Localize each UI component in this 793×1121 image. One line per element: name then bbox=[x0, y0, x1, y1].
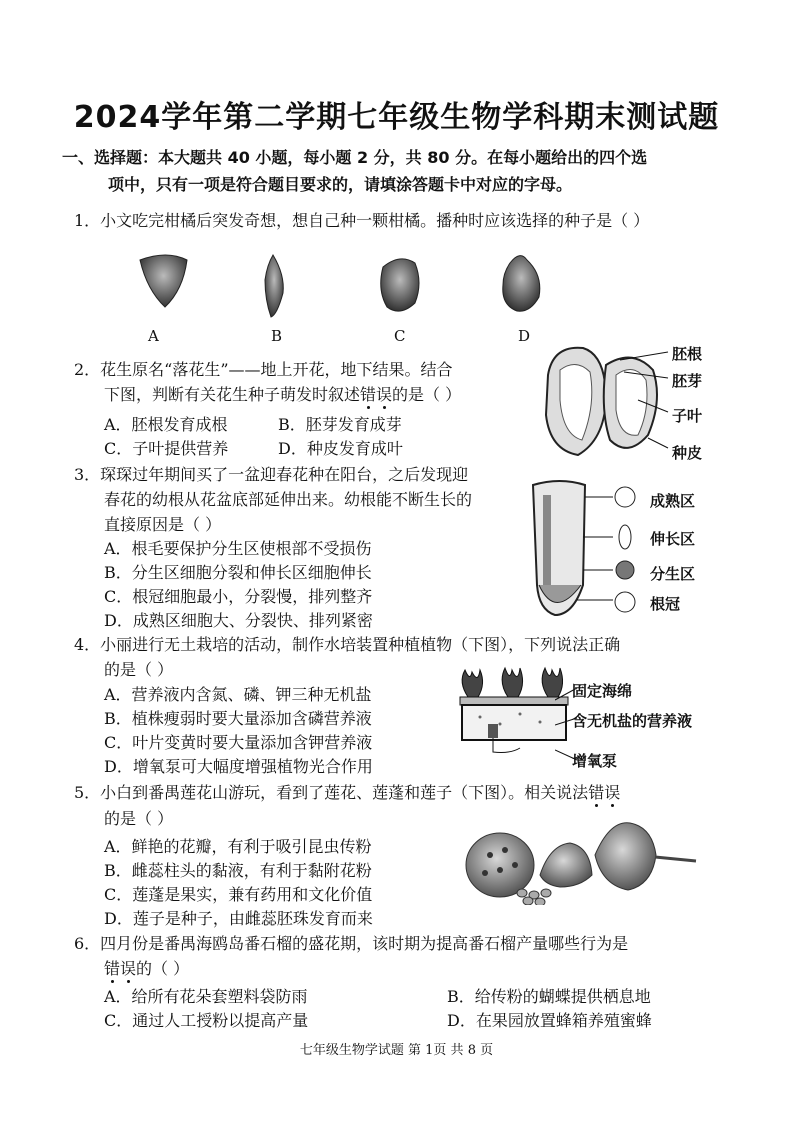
peanut-label-plumule: 胚芽 bbox=[672, 372, 703, 390]
q1-seed-figure bbox=[125, 245, 575, 335]
q3-stem-line1: 3．琛琛过年期间买了一盆迎春花种在阳台，之后发现迎 bbox=[74, 465, 469, 484]
root-tip-diagram bbox=[525, 475, 650, 620]
q2-option-d: D．种皮发育成叶 bbox=[278, 439, 403, 458]
q2-stem-line1: 2．花生原名“落花生”——地上开花，地下结果。结合 bbox=[74, 360, 453, 379]
q4-stem-line1: 4．小丽进行无土栽培的活动，制作水培装置种植植物（下图），下列说法正确 bbox=[74, 635, 621, 654]
page-title: 2024学年第二学期七年级生物学科期末测试题 bbox=[73, 100, 720, 135]
hydroponic-label-pump: 增氧泵 bbox=[572, 752, 618, 770]
lotus-pod-image bbox=[466, 833, 534, 897]
q6-stem-line2: 错误的（ ） bbox=[104, 959, 190, 978]
lotus-photo bbox=[460, 815, 700, 905]
lotus-seeds-image bbox=[517, 889, 551, 905]
q5-stem-line2: 的是（ ） bbox=[104, 809, 174, 828]
q1-label-c: C bbox=[394, 327, 406, 345]
root-label-meristem: 分生区 bbox=[650, 565, 696, 583]
section-instruction-line2: 项中，只有一项是符合题目要求的，请填涂答题卡中对应的字母。 bbox=[108, 175, 573, 194]
peanut-label-seed-coat: 种皮 bbox=[672, 444, 703, 462]
q1-label-b: B bbox=[271, 327, 283, 345]
q4-option-c: C．叶片变黄时要大量添加含钾营养液 bbox=[104, 733, 373, 752]
q4-option-b: B．植株瘦弱时要大量添加含磷营养液 bbox=[104, 709, 372, 728]
q6-stem-line1: 6．四月份是番禺海鸥岛番石榴的盛花期，该时期为提高番石榴产量哪些行为是 bbox=[74, 934, 629, 953]
page-footer: 七年级生物学试题 第 1页 共 8 页 bbox=[299, 1043, 494, 1058]
q3-stem-line2: 春花的幼根从花盆底部延伸出来。幼根能不断生长的 bbox=[104, 490, 473, 509]
q2-stem-line2: 下图，判断有关花生种子萌发时叙述错误的是（ ） bbox=[104, 385, 462, 404]
q5-option-c: C．莲蓬是果实，兼有药用和文化价值 bbox=[104, 885, 373, 904]
q3-option-c: C．根冠细胞最小，分裂慢，排列整齐 bbox=[104, 587, 373, 606]
peanut-label-radicle: 胚根 bbox=[672, 345, 703, 363]
q2-option-b: B．胚芽发育成芽 bbox=[278, 415, 402, 434]
section-instruction-line1: 一、选择题：本大题共 40 小题，每小题 2 分，共 80 分。在每小题给出的四个选 bbox=[62, 148, 648, 167]
q5-option-a: A．鲜艳的花瓣，有利于吸引昆虫传粉 bbox=[104, 837, 372, 856]
q4-option-d: D．增氧泵可大幅度增强植物光合作用 bbox=[104, 757, 373, 776]
q3-option-a: A．根毛要保护分生区使根部不受损伤 bbox=[104, 539, 372, 558]
root-label-cap: 根冠 bbox=[650, 595, 681, 613]
q2-option-a: A．胚根发育成根 bbox=[104, 415, 228, 434]
seed-b-image bbox=[265, 255, 283, 317]
q6-option-a: A．给所有花朵套塑料袋防雨 bbox=[104, 987, 308, 1006]
q4-option-a: A．营养液内含氮、磷、钾三种无机盐 bbox=[104, 685, 372, 704]
q5-stem-line1: 5．小白到番禺莲花山游玩，看到了莲花、莲蓬和莲子（下图）。相关说法错误 bbox=[74, 783, 621, 802]
q6-option-c: C．通过人工授粉以提高产量 bbox=[104, 1011, 309, 1030]
peanut-label-cotyledon: 子叶 bbox=[672, 407, 703, 425]
hydroponic-label-solution: 含无机盐的营养液 bbox=[572, 712, 693, 730]
q1-stem: 1．小文吃完柑橘后突发奇想，想自己种一颗柑橘。播种时应该选择的种子是（ ） bbox=[74, 211, 650, 230]
seed-a-image bbox=[140, 255, 187, 307]
hydroponic-label-sponge: 固定海绵 bbox=[572, 682, 633, 700]
seed-d-image bbox=[503, 256, 540, 312]
q1-label-a: A bbox=[148, 327, 159, 345]
q6-option-d: D．在果园放置蜂箱养殖蜜蜂 bbox=[447, 1011, 652, 1030]
q6-option-b: B．给传粉的蝴蝶提供栖息地 bbox=[447, 987, 651, 1006]
q3-stem-line3: 直接原因是（ ） bbox=[104, 515, 222, 534]
q5-option-b: B．雌蕊柱头的黏液，有利于黏附花粉 bbox=[104, 861, 372, 880]
q3-option-b: B．分生区细胞分裂和伸长区细胞伸长 bbox=[104, 563, 372, 582]
q4-stem-line2: 的是（ ） bbox=[104, 660, 174, 679]
lotus-flower-image bbox=[595, 823, 656, 890]
q5-option-d: D．莲子是种子，由雌蕊胚珠发育而来 bbox=[104, 909, 373, 928]
root-label-elongation: 伸长区 bbox=[650, 530, 696, 548]
root-label-maturation: 成熟区 bbox=[650, 492, 696, 510]
q1-label-d: D bbox=[518, 327, 531, 345]
q3-option-d: D．成熟区细胞大、分裂快、排列紧密 bbox=[104, 611, 373, 630]
seed-c-image bbox=[381, 259, 419, 311]
q2-option-c: C．子叶提供营养 bbox=[104, 439, 229, 458]
peanut-seed-diagram bbox=[538, 340, 678, 465]
